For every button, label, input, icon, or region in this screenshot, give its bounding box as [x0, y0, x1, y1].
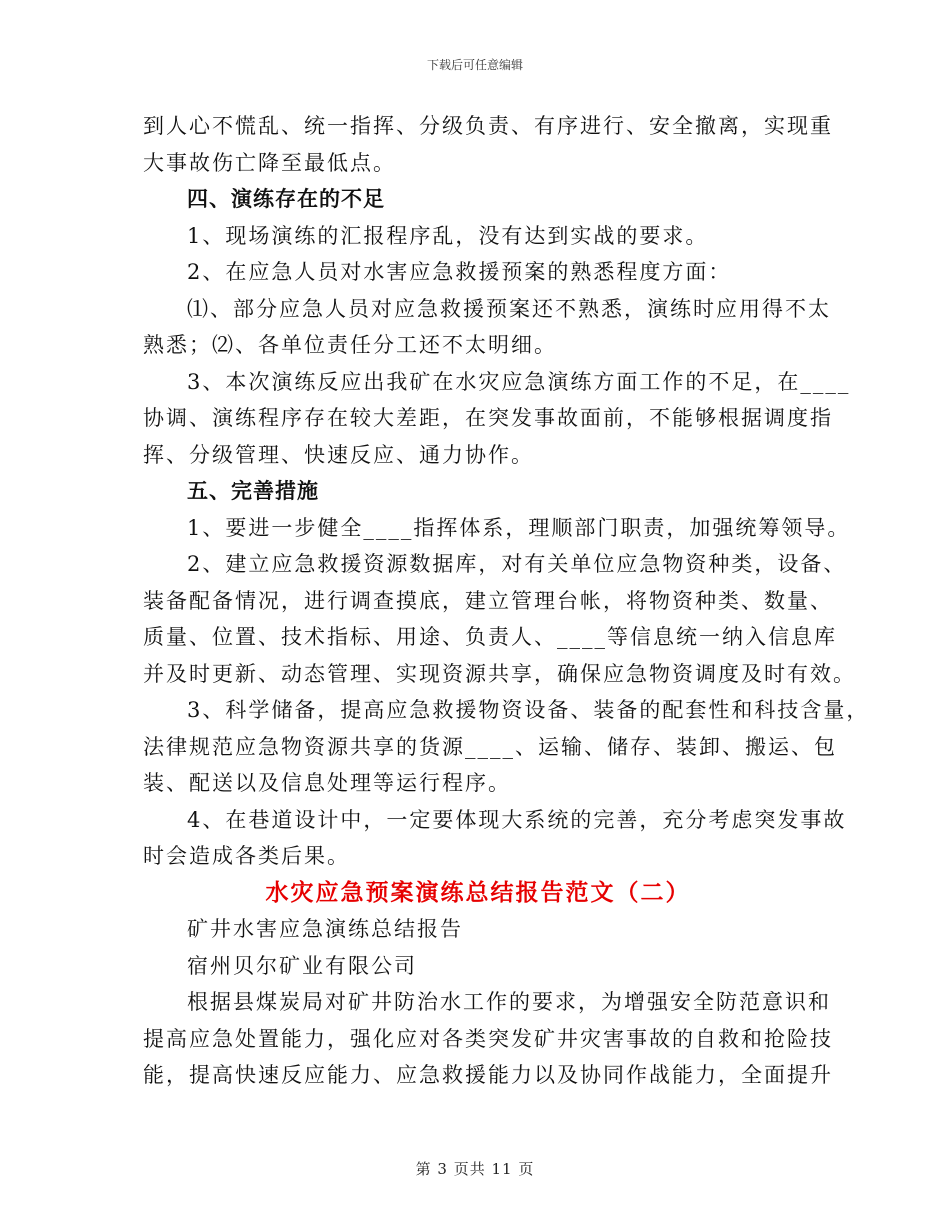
paragraph-line: 大事故伤亡降至最低点。: [143, 150, 396, 175]
section-heading: 五、完善措施: [187, 479, 319, 503]
section-heading: 四、演练存在的不足: [187, 187, 385, 211]
paragraph-line: 矿井水害应急演练总结报告: [187, 917, 463, 941]
paragraph-line: 挥、分级管理、快速反应、通力协作。: [143, 442, 534, 467]
paragraph-line: 质量、位置、技术指标、用途、负责人、____等信息统一纳入信息库: [143, 625, 837, 649]
paragraph-line: 熟悉；⑵、各单位责任分工还不太明细。: [143, 333, 557, 357]
paragraph-line: 3、本次演练反应出我矿在水灾应急演练方面工作的不足，在____: [187, 369, 851, 394]
paragraph-line: 2、在应急人员对水害应急救援预案的熟悉程度方面：: [187, 260, 732, 284]
paragraph-line: 时会造成各类后果。: [143, 844, 350, 868]
document-title: 水灾应急预案演练总结报告范文（二）: [265, 879, 691, 906]
paragraph-line: 2、建立应急救援资源数据库，对有关单位应急物资种类，设备、: [187, 552, 847, 576]
paragraph-line: 1、现场演练的汇报程序乱，没有达到实战的要求。: [187, 223, 709, 248]
document-body: [143, 108, 870, 1094]
paragraph-line: 根据县煤炭局对矿井防治水工作的要求，为增强安全防范意识和: [187, 990, 831, 1014]
paragraph-line: 能，提高快速反应能力、应急救援能力以及协同作战能力，全面提升: [143, 1063, 833, 1087]
paragraph-line: 到人心不慌乱、统一指挥、分级负责、有序进行、安全撤离，实现重: [143, 114, 833, 138]
paragraph-line: 1、要进一步健全____指挥体系，理顺部门职责，加强统筹领导。: [187, 515, 851, 540]
header-note: 下载后可任意编辑: [426, 58, 523, 72]
paragraph-line: 装、配送以及信息处理等运行程序。: [143, 771, 511, 795]
paragraph-line: 装备配备情况，进行调查摸底，建立管理台帐，将物资种类、数量、: [143, 588, 833, 613]
paragraph-line: ⑴、部分应急人员对应急救援预案还不熟悉，演练时应用得不太: [187, 296, 831, 321]
paragraph-line: 提高应急处置能力，强化应对各类突发矿井灾害事故的自救和抢险技: [143, 1026, 833, 1051]
paragraph-line: 法律规范应急物资源共享的货源____、运输、储存、装卸、搬运、包: [143, 734, 837, 759]
paragraph-line: 并及时更新、动态管理、实现资源共享，确保应急物资调度及时有效。: [143, 661, 856, 686]
paragraph-line: 4、在巷道设计中，一定要体现大系统的完善，充分考虑突发事故: [187, 807, 847, 832]
paragraph-line: 3、科学储备，提高应急救援物资设备、装备的配套性和科技含量，: [187, 698, 870, 722]
paragraph-line: 宿州贝尔矿业有限公司: [187, 953, 417, 978]
paragraph-line: 协调、演练程序存在较大差距，在突发事故面前，不能够根据调度指: [143, 406, 833, 430]
page-footer: 第 3 页共 11 页: [415, 1160, 535, 1178]
